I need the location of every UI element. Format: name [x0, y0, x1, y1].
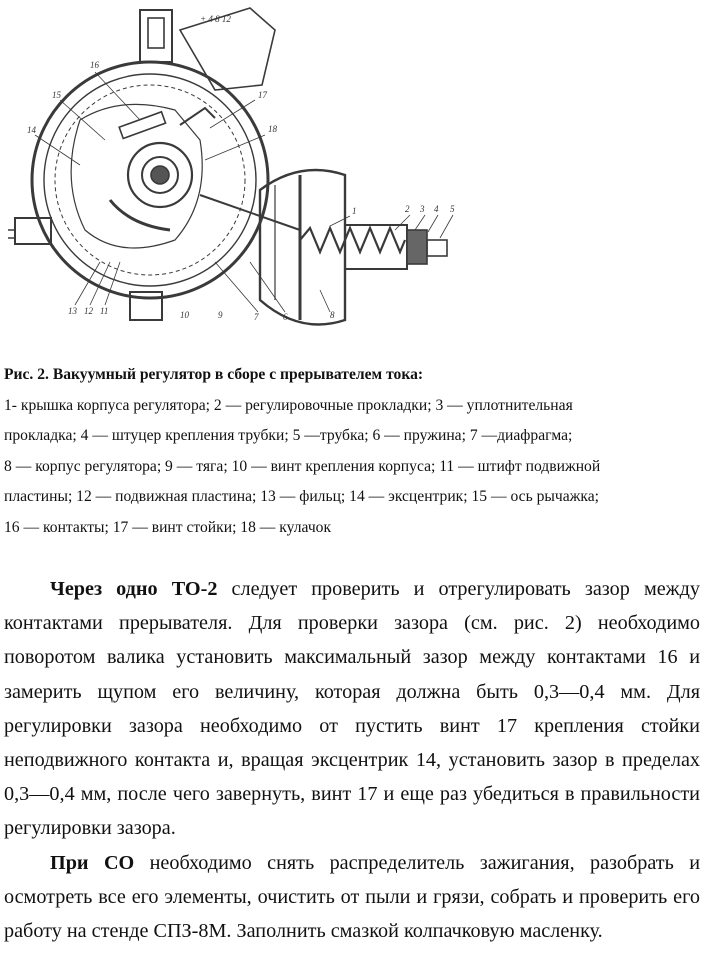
callout-14: 14	[27, 125, 36, 135]
caption-line: прокладка; 4 — штуцер крепления трубки; 5 —трубка; 6 — пружина; 7 —диафрагма;	[4, 427, 573, 444]
callout-7: 7	[254, 312, 259, 322]
body-text	[4, 572, 700, 948]
paragraph-lead: При СО	[50, 851, 135, 874]
vacuum-regulator-figure	[0, 0, 470, 345]
callout-15: 15	[52, 90, 61, 100]
caption-line: 8 — корпус регулятора; 9 — тяга; 10 — винт крепления корпуса; 11 — штифт подвижной	[4, 457, 601, 475]
caption-line: 16 — контакты; 17 — винт стойки; 18 — кулачок	[4, 518, 332, 536]
callout-9: 9	[218, 310, 223, 320]
callout-17: 17	[258, 90, 267, 100]
callout-8: 8	[330, 310, 335, 320]
callout-12: 12	[84, 306, 93, 316]
caption-line: 1- крышка корпуса регулятора; 2 — регулировочные прокладки; 3 — уплотнительная	[4, 396, 573, 414]
paragraph-to2	[4, 572, 700, 846]
paragraph-text: следует проверить и отрегулировать зазор между контактами прерывателя. Для проверки зазора (см. рис. 2) необходимо поворотом валика установить максимальный зазор между контактами 16 и замерить щупом его величину, которая должна быть 0,3—0,4 мм. Для регулировки зазора необходимо от пустить винт 17 крепления стойки неподвижного контакта и, вращая эксцентрик 14, установить зазор в пределах 0,3—0,4 мм, после чего завернуть, винт 17 и еще раз убедиться в правильности регулировки зазора.	[4, 578, 700, 840]
callout-5: 5	[450, 204, 455, 214]
paragraph-so	[4, 846, 700, 949]
scale-marks: + 4 8 12	[200, 14, 231, 24]
callout-4: 4	[434, 204, 439, 214]
paragraph-lead: Через одно ТО-2	[50, 578, 218, 600]
callout-3: 3	[420, 204, 425, 214]
callout-13: 13	[68, 306, 77, 316]
callout-1: 1	[352, 206, 357, 216]
callout-6: 6	[283, 312, 288, 322]
callout-16: 16	[90, 60, 99, 70]
vacuum-regulator-drawing	[0, 0, 470, 345]
callout-2: 2	[405, 204, 410, 214]
callout-10: 10	[180, 310, 189, 320]
figure-caption	[4, 360, 694, 543]
caption-line: пластины; 12 — подвижная пластина; 13 — фильц; 14 — эксцентрик; 15 — ось рычажка;	[4, 488, 599, 505]
paragraph-text: необходимо снять распределитель зажигания, разобрать и осмотреть все его элементы, очистить от пыли и грязи, собрать и проверить его работу на стенде СПЗ-8М. Заполнить смазкой колпачковую масленку.	[4, 851, 701, 943]
callout-11: 11	[100, 306, 109, 316]
callout-18: 18	[268, 124, 277, 134]
caption-title: Рис. 2. Вакуумный регулятор в сборе с прерывателем тока:	[4, 366, 424, 383]
